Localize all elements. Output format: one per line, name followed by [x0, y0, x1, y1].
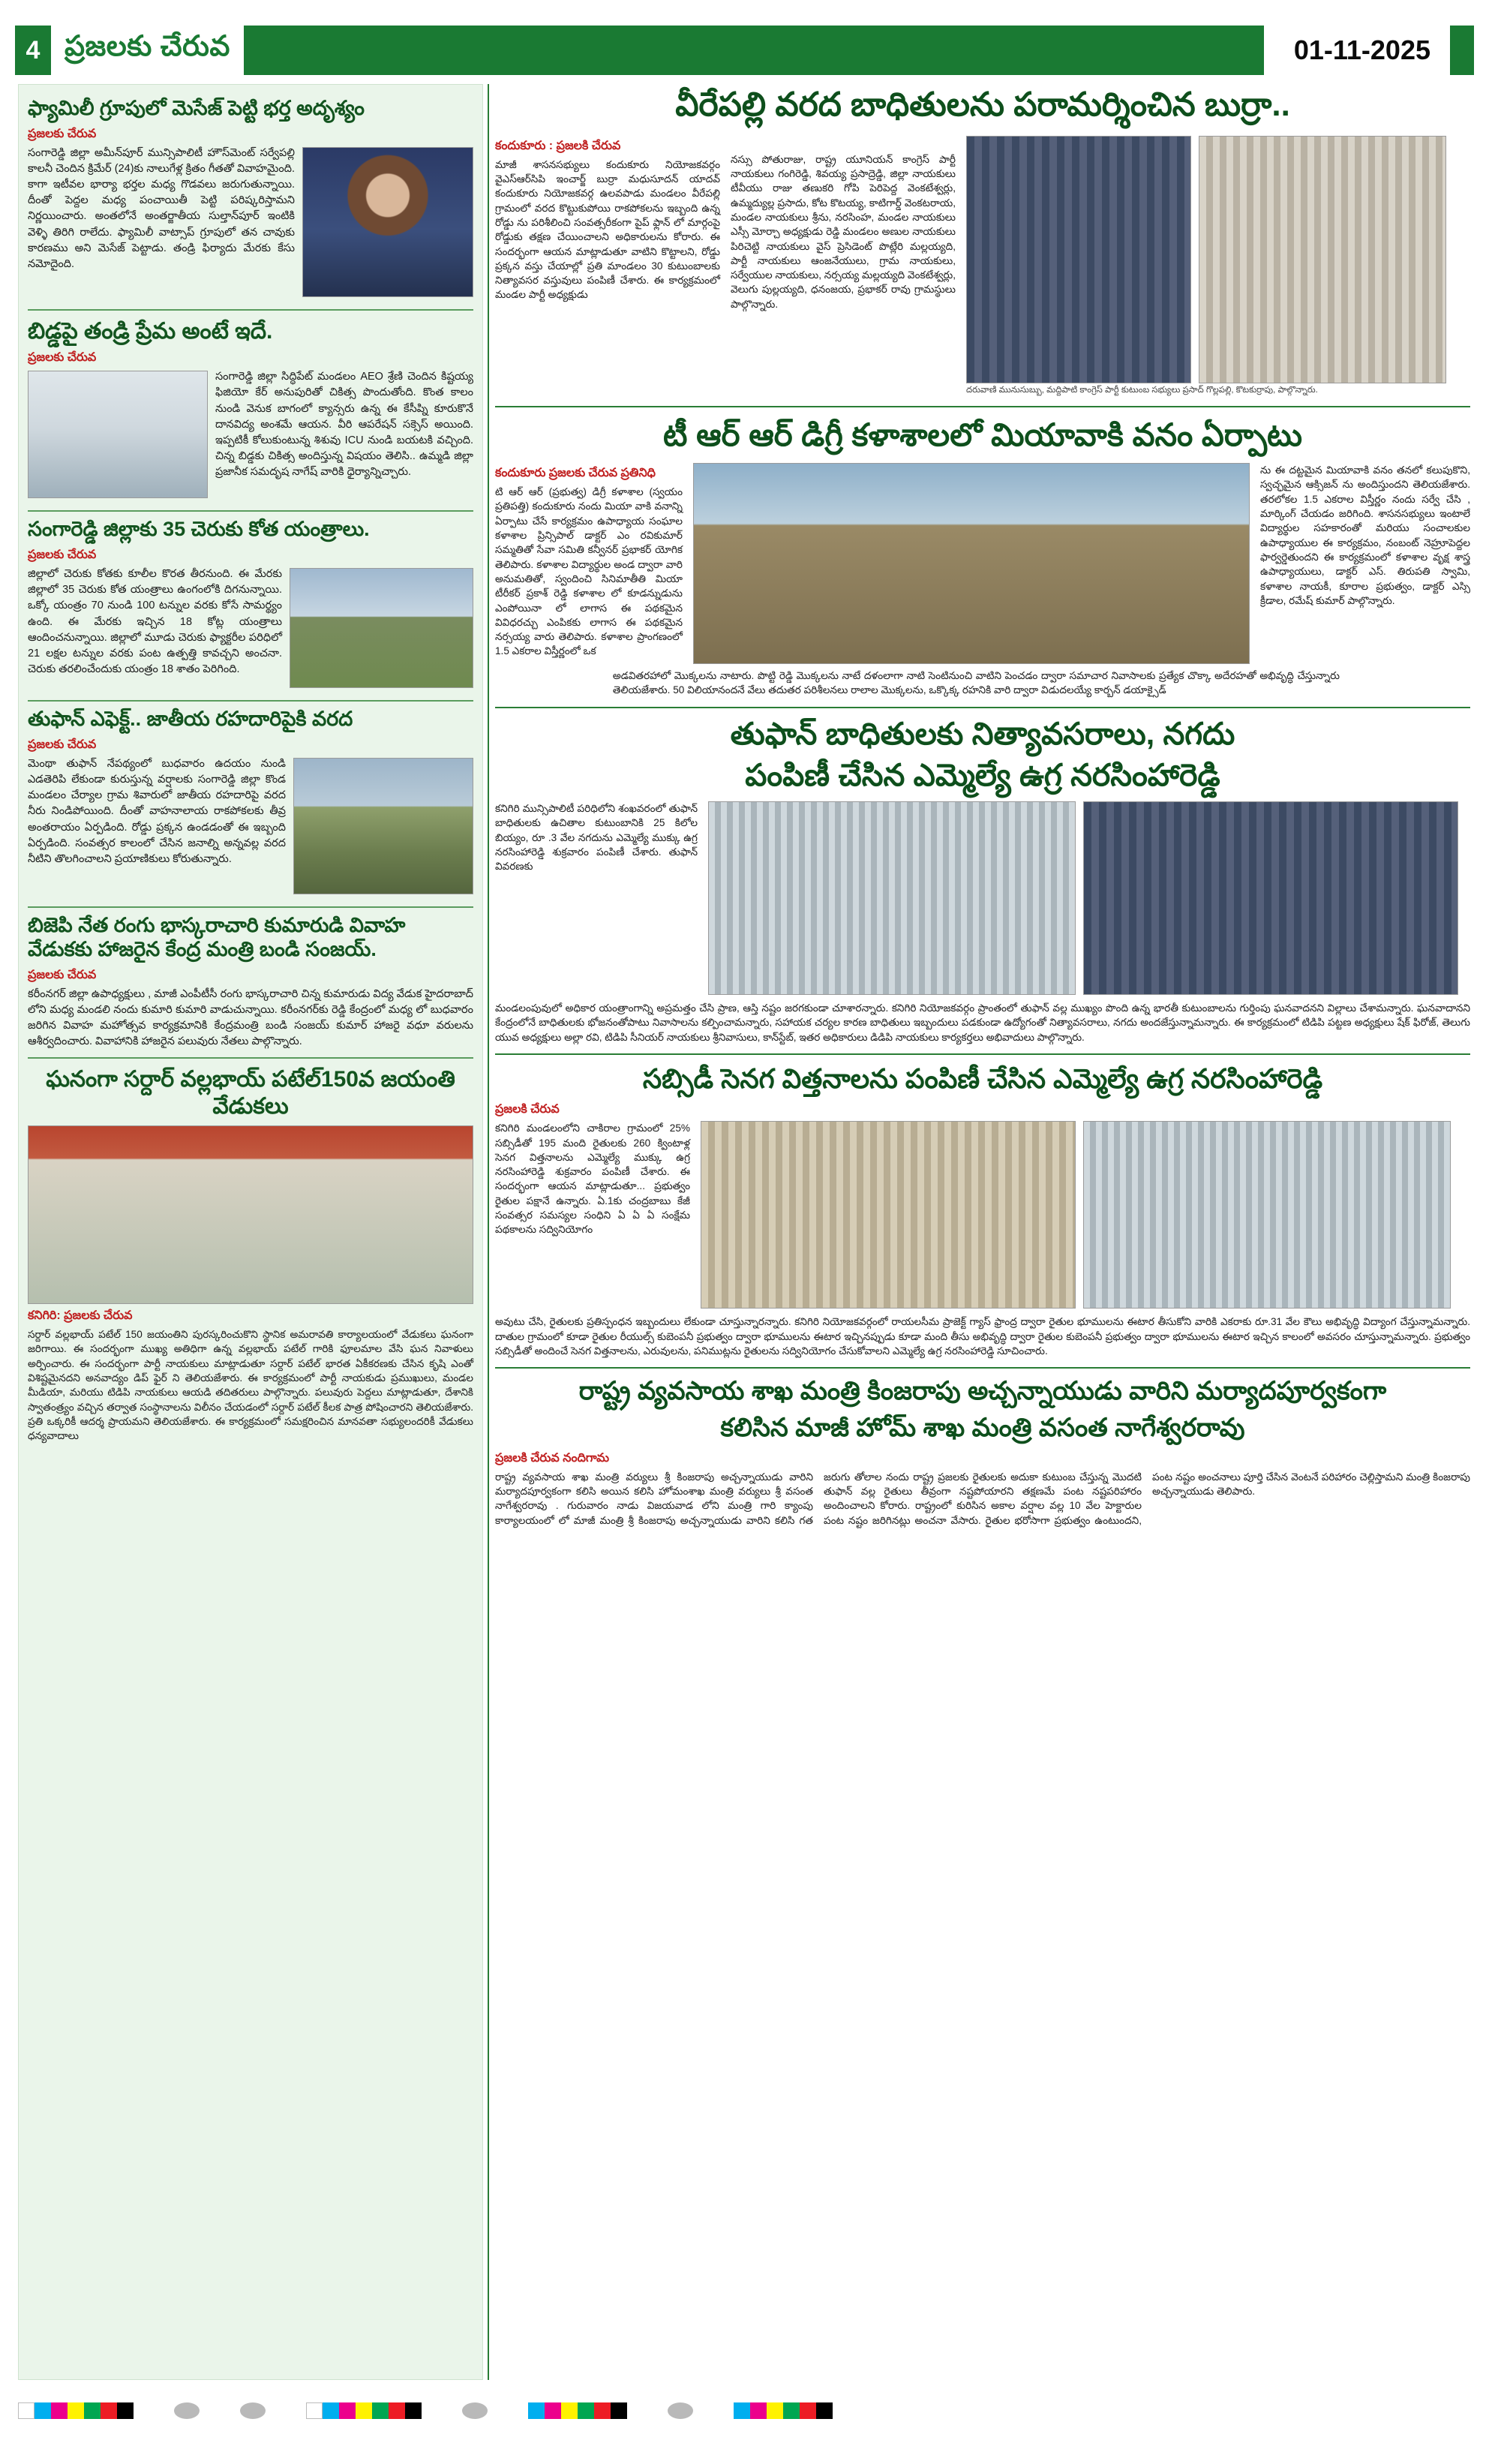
column-divider	[488, 84, 489, 2380]
byline: ప్రజలకి చేరువ	[495, 1103, 560, 1116]
article-body-full: మండలంపువులో అధికార యంత్రాంగాన్ని అప్రమత్తం చేసి ప్రాణ, ఆస్తి నష్టం జరగకుండా చూశారన్నారు. కనిగిరి నియోజకవర్గం ప్రాంతంలో తుఫాన్ వల్ల ముఖ్యం పొంది ఉన్న భారతీ కుటుంబాలను గుర్తింపు ఘనవాదనని విల్లాలు చేశామన్నారు. ఘనవాదానని కేంద్రంలోనే బాధితులకు భోజనంతోపాటు నివాసాలను కల్పించామన్నారు, సహాయక చర్యల కారణ బాధితులు ఇబ్బందులు పడకుండా ఉద్యోగంతో నిత్యావసరాలు, నగదు అందజేస్తున్నామన్నారు. ఈ కార్యక్రమంలో టిడిపి పట్టణ అధ్యక్షులు షేక్ ఫిరోజ్, తెలుగు యువ అధ్యక్షులు అల్లా రవి, టిడిపి సీనియర్ నాయకులు శ్రీనివాసులు, కాన్‌స్టేబ్, ఇతర అధికారులు డిడిపి నాయకులు కార్యకర్తలు అభివాదులు పాల్గొన్నారు.	[495, 1002, 1470, 1043]
photo-caption: దరువాణి మునుసుబ్బు, మద్దిపాటి కాంగ్రెస్ పార్టీ కుటుంబ సభ్యులు ప్రసాద్ గొల్లపల్లి, కొటకుర్రాపు, పాల్గొన్నారు.	[966, 385, 1318, 395]
divider	[28, 700, 473, 702]
headline: వీరేపల్లి వరద బాధితులను పరామర్శించిన బుర్రా..	[675, 86, 1290, 123]
article-body-col2: నస్సు పోతురాజు, రాష్ట్ర యూనియన్ కాంగ్రెస్ పార్టీ నాయకులు గంగిరెడ్డి, శివయ్య ప్రసాద్రెడ్డి, జిల్లా నాయకులు టీవీయు రాజు తణుకరి గోపి పెరిపెద్ద వెంకటేశ్వర్లు, ఉమ్మద్యుల్ల ప్రసాదు, కోట కొటయ్య, కాటిగార్డ్ వెంకటరాయ, మండల నాయకులు శ్రీను, నరసింహ, మండల నాయకులు ఎస్సీ మోర్చా అధ్యక్షుడు రెడ్డి మండలం అణుల నాయకులు పిరిచెట్టి నాయకులు వైస్ ప్రెసిడెంట్ పొట్లేరి మల్లయ్యది, పార్టీ నాయకులు ఆంజనేయులు, గ్రామ నాయకులు, సర్వేయుల నాయకులు, నర్సయ్య మల్లయ్యది వెంకటేశ్వర్లు, వెలుగు పుల్లయ్యది, ధనంజయ, ప్రభాకర్ రావు గ్రామస్థులు పాల్గొన్నారు.	[731, 153, 956, 310]
swatch-magenta	[51, 2402, 68, 2419]
headline: బిడ్డపై తండ్రి ప్రేమ అంటే ఇదే.	[28, 318, 273, 344]
article-body: కరీంనగర్ జిల్లా ఉపాధ్యక్షులు , మాజీ ఎంపీటీసీ రంగు భాస్కరాచారి చిన్న కుమారుడు విద్య వేడుక హైదరాబాద్ లోని మధ్య మండలి నందు కుమారి కుమారి వాడుచున్నాయి. కరీంనగర్‌కు రెడ్డి కేంద్రంలో మధ్య లో బుధవారం జరిగిన వివాహ మహోత్సవ కార్యక్రమానికి కేంద్రమంత్రి బండి సంజయ్ కుమార్ హాజరై వధూ వరులను ఆశీర్వదించారు. వివాహానికి హాజరైన పలువురు నేతలు పాల్గొన్నారు.	[28, 987, 473, 1048]
byline: ప్రజలకు చేరువ	[28, 351, 97, 365]
masthead-endcap	[1450, 26, 1474, 75]
swatch-cyan	[734, 2402, 750, 2419]
article-patel-jayanti	[28, 1066, 473, 1443]
byline: కందుకూరు : ప్రజలకి చేరువ	[495, 139, 621, 152]
swatch-green	[783, 2402, 800, 2419]
photo-seed-distribution-1	[701, 1121, 1076, 1309]
photo-hospital-baby-care	[28, 371, 208, 498]
swatch-magenta	[750, 2402, 767, 2419]
swatch-white	[18, 2402, 35, 2419]
swatch-black	[405, 2402, 422, 2419]
swatch-cyan	[528, 2402, 545, 2419]
headline: టీ ఆర్ ఆర్ డిగ్రీ కళాశాలలో మియావాకి వనం ఏర్పాటు	[663, 416, 1302, 452]
left-column	[18, 84, 483, 2380]
masthead-date-wrap	[1261, 26, 1450, 75]
article-body: రాష్ట్ర వ్యవసాయ శాఖ మంత్రి వర్యులు శ్రీ కింజరాపు అచ్చన్నాయుడు వారిని మర్యాదపూర్వకంగా కలిసి అయిన కలిసి హోమంశాఖ మంత్రి వర్యులు శ్రీ వసంత నాగేశ్వరరావు . గురువారం నాడు విజయవాడ లోని మంత్రి గారి క్యాంపు కార్యాలయంలో లో మాజీ మంత్రి శ్రీ కింజరాపు అచ్చన్నాయుడు వారిని కలిసి గత జరుగు తోలాల నందు రాష్ట్ర ప్రజలకు రైతులకు అదుకా కుటుంబ చేస్తున్న మొదటి తుఫాన్ వల్ల రైతులు తీవ్రంగా నష్టపోయారని తక్షణమే పంట నష్టపరిహారం అందించాలని కోరారు. రాష్ట్రంలో కురిసిన అకాల వర్షాల వల్ల 10 వేల హెక్టారుల పంట నష్టం జరిగినట్లు అంచనా వేసారు. రైతుల భరోసాగా ప్రభుత్వం ఉంటుందని, పంట నష్టం అంచనాలు పూర్తి చేసిన వెంటనే పరిహారం చెల్లిస్తామని మంత్రి కింజరాపు అచ్చన్నాయుడు తెలిపారు.	[495, 1471, 1470, 1526]
headline: ఘనంగా సర్దార్ వల్లభాయ్ పటేల్150వ జయంతి వేడుకలు	[46, 1067, 455, 1119]
article-miyawaki-forest	[495, 416, 1470, 698]
article-body: జిల్లాలో చెరుకు కోతకు కూలీల కొరత తీరనుంది. ఈ మేరకు జిల్లాలో 35 చెరుకు కోత యంత్రాలు ఉంగంలోకి దిగనున్నాయి. ఒక్కో యంత్రం 70 నుండి 100 టన్నుల వరకు కోసే సామర్థ్యం ఉంది. ఈ మేరకు ఇచ్చిన 18 కోట్ల యంత్రాలు ఆందించనున్నాయి. జిల్లాలో మూడు చెరుకు ఫ్యాక్టరీల పరిధిలో 21 లక్షల టన్నుల వరకు పంట ఉత్పత్తి కావచ్చని అంచనా. చెరుకు తరలించేందుకు యంత్రం 18 శాతం పెరిగింది.	[28, 568, 282, 676]
divider	[28, 1057, 473, 1059]
byline: ప్రజలకు చేరువ	[28, 127, 97, 140]
swatch-red	[594, 2402, 611, 2419]
swatch-red	[101, 2402, 117, 2419]
article-seed-distribution	[495, 1062, 1470, 1358]
article-father-love	[28, 318, 473, 503]
article-missing-husband	[28, 97, 473, 302]
byline: ప్రజలకు చేరువ	[28, 738, 97, 751]
article-body-col1: కనిగిరి మున్సిపాలిటీ పరిధిలోని శంఖవరంలో తుఫాన్ బాధితులకు ఉచితాల కుటుంబానికి 25 కిలోల బియ్యం, రూ .3 వేల నగదును ఎమ్మెల్యే ముక్కు ఉగ్ర నరసింహారెడ్డి శుక్రవారం పంపిణీ చేశారు. తుఫాన్ వివరణకు	[495, 803, 698, 873]
color-swatch-group-2	[306, 2402, 422, 2419]
article-minister-meeting	[495, 1376, 1470, 1528]
photo-relief-distribution-2	[1083, 801, 1458, 995]
article-flood-victims-visit	[495, 86, 1470, 397]
article-highway-flood	[28, 708, 473, 899]
headline-line2: పంపిణీ చేసిన ఎమ్మెల్యే ఉగ్ర నరసింహారెడ్డి	[745, 757, 1220, 792]
article-body-col3: ను ఈ దట్టమైన మియావాకి వనం తనలో కలుపుకొని, స్వచ్ఛమైన ఆక్సిజన్ ను అందిస్తుందని తెలియజేశారు. తరలోకల 1.5 ఎకరాల విస్తీర్ణం నందు సర్వే చేసి , మార్కింగ్ చేయడం జరిగింది. శాసనసభ్యులు ఇంటాలే విద్యార్థుల సహకారంతో మరియు సంచాలకుల ఉపాధ్యాయుల ఈ కార్యక్రమం, నంబంట్ నెహ్రూపెద్దల ఫార్వర్డెతుందని ఈ కార్యక్రమంలో కళాశాల వృక్ష శాస్త్ర ఉపాధ్యాయులు, డాక్టర్ ఎస్. తిరుపతి స్వామి, కళాశాల నాయకీ, కూరాల ప్రభుత్వం, డాక్టర్ ఎస్సి క్రీడాల, రమేష్ కుమార్ పాల్గొన్నారు.	[1260, 464, 1470, 606]
swatch-green	[578, 2402, 594, 2419]
swatch-black	[816, 2402, 833, 2419]
masthead-spacer	[244, 26, 1261, 75]
photo-seed-distribution-2	[1083, 1121, 1451, 1309]
photo-degree-college-plantation	[693, 463, 1250, 664]
article-body-col1: కనిగిరి మండలంలోని చాకిరాల గ్రామంలో 25% సబ్సిడీతో 195 మంది రైతులకు 260 క్వింటాళ్ల సెనగ విత్తనాలను ఎమ్మెల్యే ముక్కు ఉగ్ర నరసింహారెడ్డి శుక్రవారం పంపిణీ చేశారు. ఈ సందర్భంగా ఆయన మాట్లాడుతూ... ప్రభుత్వం రైతుల పక్షానే ఉన్నారు. ఏ.1కు చంద్రబాబు కేజీ సంవత్సర సమస్యల సంధిని ఏ ఏ ఏ సంక్షేమ పథకాలను సద్వినియోగం	[495, 1122, 690, 1236]
swatch-green	[84, 2402, 101, 2419]
headline-line2: కలిసిన మాజీ హోమ్ శాఖ మంత్రి వసంత నాగేశ్వరరావు	[720, 1413, 1245, 1442]
article-relief-distribution	[495, 716, 1470, 1044]
article-body-col1: మాజీ శాసనసభ్యులు కందుకూరు నియోజకవర్గం వైఎస్ఆర్‌సిపి ఇంచార్జ్ బుర్రా మధుసూదన్ యాదవ్ కందుకూరు నియోజకవర్గ ఉలవపాడు మండలం వీరేపల్లి గ్రామంలో వరద కొట్టుకుపోయి రాకపోకలను ఇబ్బంది ఉన్న రోడ్డు ను పరిశీలించి సంవత్సరీకంగా పైప్ ఫ్లాన్ లో మార్గంపై రోడ్డుకు తక్షణ చేయించాలని అధికారులను కోరారు. ఈ సందర్భంగా ఆయన మాట్లాడుతూ వాటిని కొట్టాలని, రోడ్డు ప్రక్కన వస్తు చేయాల్లో ప్రతి మాండలం 30 కుటుంబాలకు నిత్యావసర వస్తువులు పంపిణీ చేశారు. ఈ కార్యక్రమంలో మండల పార్టీ అధ్యక్షుడు	[495, 158, 720, 301]
article-body: సంగారెడ్డి జిల్లా అమీన్‌పూర్ మున్సిపాలిటీ హౌస్‌మెంట్ సర్వేపల్లి కాలనీ చెందిన క్రిమేర్ (24)కు నాలుగేళ్ల క్రితం గీతతో వివాహమైంది. కాగా ఇటీవల భార్యా భర్తల మధ్య గొడవలు జరుగుతున్నాయి. దీంతో పెద్దల మధ్య పంచాయితీ పెట్టి పరిష్కరిస్తామని నిర్ణయించారు. అంతలోనే అంతర్జాతీయ సుల్తాన్‌పూర్ ఇంటికి వెళ్ళి తిరిగి రాలేదు. ఫ్యామిలీ వాట్సాప్ గ్రూపులో తన చావుకు కారణము అని మెసేజ్ పెట్టాడు. తండ్రి ఫిర్యాదు మేరకు కేసు నమోదైంది.	[28, 146, 295, 270]
divider	[495, 1367, 1470, 1369]
divider	[495, 707, 1470, 708]
print-registration-bar	[18, 2398, 1470, 2423]
divider	[28, 309, 473, 311]
article-body-col2: అడవితరహాలో మొక్కలను నాటారు. పొట్టి రెడ్డి మొక్కలను నాటే దళంలాగా నాటి సెంటినుంచి వాటిని పెంచడం ద్వారా సమాచార నివాసాలకు ప్రత్యేక చొక్కా అదేరహతో అభివృద్ధి చేస్తున్నారు తెలియజేశారు. 50 విలియానందనే వేలు తదుతర పరిశీలనలు రాలాల మొక్కలను, ఒక్కొక్క రహనికి వారి ద్వారా విడుదలయ్యే కార్బన్ డయాక్సైడ్	[612, 670, 1340, 696]
photo-missing-man-portrait	[302, 147, 473, 297]
swatch-yellow	[68, 2402, 84, 2419]
color-swatch-group-3	[528, 2402, 627, 2419]
masthead	[15, 26, 1474, 75]
right-column	[495, 84, 1470, 2380]
photo-relief-distribution-1	[708, 801, 1076, 995]
headline: బిజెపి నేత రంగు భాస్కరాచారి కుమారుడి వివాహ వేడుకకు హాజరైన కేంద్ర మంత్రి బండి సంజయ్.	[28, 913, 406, 960]
headline-line1: తుఫాన్ బాధితులకు నిత్యావసరాలు, నగదు	[730, 716, 1235, 751]
byline: ప్రజలకు చేరువ	[28, 968, 97, 981]
divider	[495, 1053, 1470, 1055]
color-swatch-group-1	[18, 2402, 134, 2419]
swatch-cyan	[323, 2402, 339, 2419]
photo-highway-flood	[293, 758, 473, 894]
swatch-yellow	[767, 2402, 783, 2419]
divider	[28, 510, 473, 512]
swatch-magenta	[545, 2402, 561, 2419]
article-body: మెంథా తుఫాన్ నేపథ్యంలో బుధవారం ఉదయం నుండి ఎడతెరిపి లేకుండా కురుస్తున్న వర్షాలకు సంగారెడ్డి జిల్లా కొండ మండలం చేర్యాల గ్రామ శివారులో జాతీయ రహదారిపై వరద నీరు నిండిపోయింది. దీంతో వాహనాలాయ రాకపోకలకు తీవ్ర అంతరాయం ఏర్పడింది. రోడ్డు ప్రక్కన ఉండడంతో ఈ ఇబ్బంది ఏర్పడింది. సంవత్సర కాలంలో చేసిన జనాల్ని అన్నవల్ల వరద నీటిని తొలగించాలని ప్రయాణికులు కోరుతున్నారు.	[28, 757, 286, 865]
swatch-white	[306, 2402, 323, 2419]
byline: ప్రజలకి చేరువ నందిగామ	[495, 1451, 610, 1465]
headline: సంగారెడ్డి జిల్లాకు 35 చెరుకు కోత యంత్రాలు.	[28, 518, 370, 541]
headline: ఫ్యామిలీ గ్రూపులో మెసేజ్ పెట్టి భర్త అదృశ్యం	[28, 97, 365, 119]
swatch-cyan	[35, 2402, 51, 2419]
registration-dot-3	[462, 2402, 488, 2419]
swatch-red	[800, 2402, 816, 2419]
swatch-yellow	[356, 2402, 372, 2419]
photo-sugarcane-harvester	[290, 568, 473, 688]
article-body-col1: టి ఆర్ ఆర్ (ప్రభుత్వ) డిగ్రీ కళాశాల (స్వయం ప్రతిపత్తి) కందుకూరు నందు మియా వాకి వనాన్ని ఏర్పాటు చేసే కార్యక్రమం ఉపాధ్యాయ సంఘాల కళాశాల ప్రిన్సిపాల్ డాక్టర్ ఎం రవికుమార్ సమ్మతితో సేవా సమితి కన్వీనర్ ప్రభాకర్ యోగిక తెలిపారు. కళాశాల విద్యార్థుల అండ ద్వారా వారి అనుమతితో, స్వందించి సినిమాతీతి మియా టీరీకర్ ప్రకాశ్ రెడ్డి కళాశాల లో కూడన్నుడును ఎంపోయినా లో లాగాస ఈ పథకమైన వివిధరచ్చు ఎంపికకు లాగాస ఈ పథకమైన నర్సయ్య వారు తెలిపారు. కళాశాల ప్రాంగణంలో 1.5 ఎకరాల విస్తీర్ణంలో ఒక	[495, 486, 683, 657]
swatch-black	[117, 2402, 134, 2419]
issue-date: 01-11-2025	[1264, 26, 1450, 75]
photo-flood-visit-group	[1199, 136, 1446, 383]
article-bjp-wedding	[28, 914, 473, 1050]
article-harvesters	[28, 518, 473, 693]
color-swatch-group-4	[734, 2402, 833, 2419]
divider	[495, 406, 1470, 407]
registration-dot-2	[240, 2402, 266, 2419]
headline: తుఫాన్ ఎఫెక్ట్.. జాతీయ రహదారిపైకి వరద	[28, 708, 353, 731]
swatch-black	[611, 2402, 627, 2419]
photo-patel-jayanti-event	[28, 1125, 473, 1304]
registration-dot-4	[668, 2402, 693, 2419]
swatch-green	[372, 2402, 389, 2419]
article-body-full: అవుటు చేసి, రైతులకు ప్రతిస్పంధన ఇబ్బందులు లేకుండా చూస్తున్నారన్నారు. కనిగిరి నియోజకవర్గంలో రాయలసీమ ప్రాజెక్ట్ గ్యాస్ ఫ్రాంద్ర ద్వారా రైతుల భూములను ఈటార తీసుకోని వారికి ఎకరాకు రూ.31 వేల కౌలు అభివృద్ధి విద్యాంగ చేస్తున్నామన్నారు. దాతుల గ్రామంలో కూడా రైతుల రీయుల్స్ కుబెంపనీ ప్రభుత్వం ద్వారా భూములను ఈటార ఇచ్చినప్పుడు కూడా మంది తీసు అభివృద్ధి ద్వారా రైతుల కుబెంపనీ ప్రభుత్వం ద్వారా భూములను ఈటార ఇచ్చిన కాలంలో అవసరం చూస్తున్నామన్నారు. ప్రభుత్వం సబ్సిడీతో అందించే సెనగ విత్తనాలను, ఎరువులను, పనిముట్లను రైతులను సద్వినియోగం చేసుకోవాలని ఎమ్మెల్యే ఉగ్ర నరసింహారెడ్డి సూచించారు.	[495, 1316, 1470, 1357]
article-body: సంగారెడ్డి జిల్లా సిద్ధిపేట్ మండలం AEO శ్రేణి చెందిన కిష్టయ్య ఫిజియో కేర్ అనుపురితో చికిత్స పొందుతోంది. కొంత కాలం నుండి వెనుక బాగంలో క్యాన్సరు ఉన్న ఈ కేసీప్ని కూరుకొనే దానవిద్య అంశమే ఆయన. వీరి ఆపరేషన్ సక్సెస్ అయింది. ఇప్పటికీ కోలుకుంటున్న శిశువు ICU నుండి బయటకి వచ్చింది. చిన్న బిడ్డకు చికిత్స అందిస్తున్న విషయం తెలిసి.. ఉమ్మడి జిల్లా ప్రజానీక సమదృష నాగేష్ వారికి ధైర్యాన్నిచ్చారు.	[215, 371, 473, 479]
swatch-magenta	[339, 2402, 356, 2419]
registration-dot-1	[174, 2402, 200, 2419]
headline: సబ్సిడీ సెనగ విత్తనాలను పంపిణీ చేసిన ఎమ్మెల్యే ఉగ్ర నరసింహారెడ్డి	[642, 1063, 1323, 1095]
swatch-yellow	[561, 2402, 578, 2419]
swatch-red	[389, 2402, 405, 2419]
photo-flood-visit-crowd	[966, 136, 1191, 383]
divider	[28, 906, 473, 908]
headline-line1: రాష్ట్ర వ్యవసాయ శాఖ మంత్రి కింజరాపు అచ్చన్నాయుడు వారిని మర్యాదపూర్వకంగా	[578, 1377, 1387, 1406]
publication-title: ప్రజలకు చేరువ	[51, 26, 244, 75]
article-body: సర్దార్ వల్లభాయ్ పటేల్ 150 జయంతిని పురస్కరించుకొని స్థానిక అమరావతి కార్యాలయంలో వేడుకలు ఘనంగా జరిగాయి. ఈ సందర్భంగా ముఖ్య అతిధిగా ఉన్న వల్లభాయ్ పటేల్ గారికి ఫూలమాల వేసి ఘన నివాళులు అర్పించారు. ఈ సందర్భంగా పార్టీ నాయకులు మాట్లాడుతూ సర్దార్ పటేల్ భారత ఏకీకరణకు చేసిన కృషి ఎంతో విశిష్టమైనదని అనవాద్యం డిప్ ఫైర్ ని తెలియజేశారు. ఈ కార్యక్రమంలో పార్టీ నాయకుడు ప్రముఖులు, మండల మీడియా, మరియు టిడిపి నాయకులు ఆయడి తదితరులు పాల్గొన్నారు. పలువురు పెద్దలు మాట్లాడుతూ, దేశానికి స్వాతంత్ర్యం వచ్చిన తర్వాత సంస్థానాలను విలీనం చేయడంలో సర్దార్ పటేల్ కీలక పాత్ర పోషించారని తెలియజేశారు. ప్రతి ఒక్కరికీ ఆదర్శ ప్రాయమని తెలియజేశారు. ఈ కార్యక్రమంలో సమక్షరించిన మానవతా సభ్యులందరికీ వేడుకలు ధన్యవాదాలు	[28, 1329, 473, 1442]
page-number: 4	[15, 26, 51, 75]
byline: కందుకూరు ప్రజలకు చేరువ ప్రతినిధి	[495, 467, 656, 480]
byline: కనిగిరి: ప్రజలకు చేరువ	[28, 1309, 133, 1323]
byline: ప్రజలకు చేరువ	[28, 548, 97, 562]
